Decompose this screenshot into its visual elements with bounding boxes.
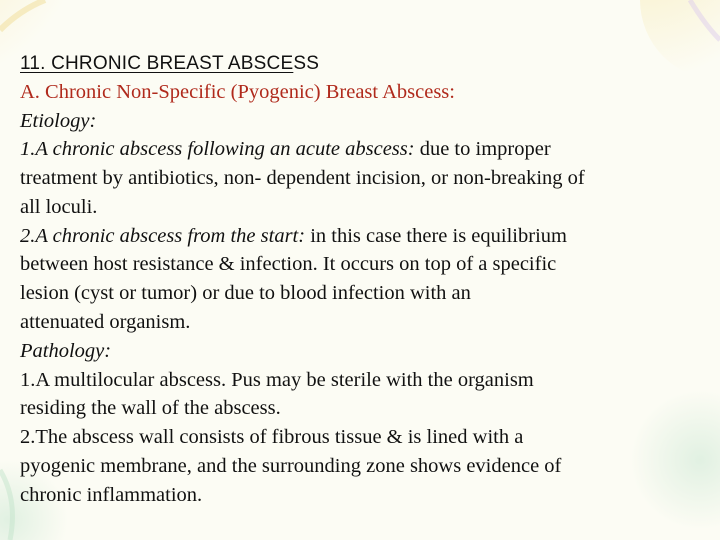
pathology-item-2-line-2: pyogenic membrane, and the surrounding zone shows evidence of [20, 455, 562, 478]
etiology-item-2-text: in this case there is equilibrium [305, 224, 567, 247]
etiology-item-1-line-2: treatment by antibiotics, non- dependent incision, or non-breaking of [20, 167, 585, 190]
etiology-item-1-lead: 1.A chronic abscess following an acute abscess: [20, 138, 415, 161]
slide-title [20, 50, 700, 78]
pathology-item-2-line-1: 2.The abscess wall consists of fibrous tissue & is lined with a [20, 426, 524, 449]
etiology-heading: Etiology: [20, 109, 97, 132]
slide-subtitle: A. Chronic Non-Specific (Pyogenic) Breast Abscess: [20, 81, 455, 103]
slide-content [20, 50, 700, 510]
etiology-item-2-line-2: between host resistance & infection. It occurs on top of a specific [20, 253, 557, 276]
pathology-item-1-line-2: residing the wall of the abscess. [20, 397, 281, 420]
etiology-item-2-line-4: attenuated organism. [20, 311, 191, 334]
etiology-item-2-line-3: lesion (cyst or tumor) or due to blood infection with an [20, 282, 471, 305]
pathology-item-2-line-3: chronic inflammation. [20, 483, 203, 506]
pathology-heading: Pathology: [20, 339, 112, 362]
etiology-item-2-lead: 2.A chronic abscess from the start: [20, 224, 306, 247]
etiology-item-1-text: due to improper [414, 138, 551, 161]
slide-title-rest: SS [293, 53, 320, 74]
slide-title-underlined: 11. CHRONIC BREAST ABSCE [20, 53, 294, 74]
etiology-item-1-line-3: all loculi. [20, 195, 98, 218]
pathology-item-1-line-1: 1.A multilocular abscess. Pus may be sterile with the organism [20, 368, 534, 391]
etiology-item-1-line-1 [20, 135, 700, 164]
etiology-item-2-line-1 [20, 222, 700, 251]
